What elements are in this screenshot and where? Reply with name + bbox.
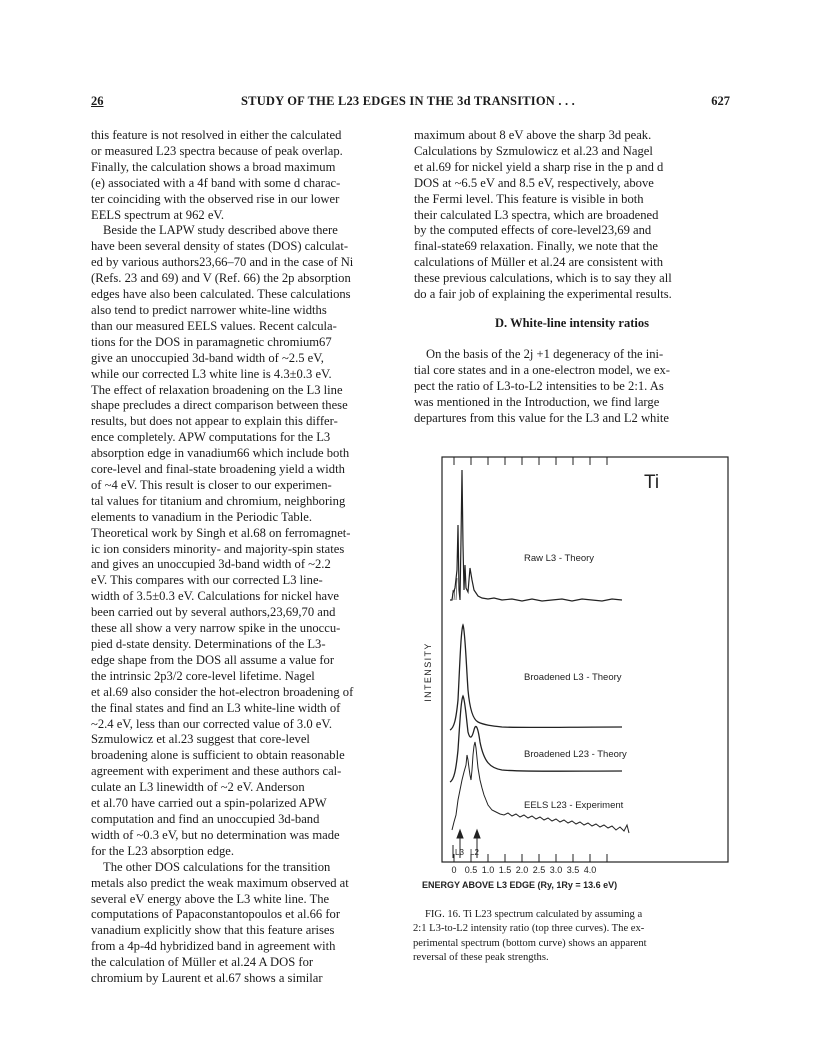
text-line: metals also predict the weak maximum observed at [91, 875, 349, 890]
curve-label-broadened-l3: Broadened L3 - Theory [524, 672, 622, 683]
text-line: width of 3.5±0.3 eV. Calculations for nickel have [91, 589, 340, 604]
text-line: also tend to predict narrower white-line widths [91, 302, 327, 317]
figure-16 [422, 450, 742, 925]
caption-line: 2:1 L3-to-L2 intensity ratio (top three curves). The ex- [413, 923, 645, 935]
figure-plot [422, 450, 742, 925]
text-line: (e) associated with a 4f band with some d charac- [91, 175, 341, 190]
text-line: ~2.4 eV, less than our corrected value of 3.0 eV. [91, 716, 333, 731]
text-line: than our measured EELS values. Recent calcula- [91, 318, 337, 333]
x-tick-0: 0 [451, 865, 457, 875]
text-line: Finally, the calculation shows a broad maximum [91, 159, 336, 174]
text-line: The effect of relaxation broadening on the L3 line [91, 382, 343, 397]
curve-label-broadened-l23: Broadened L23 - Theory [524, 749, 627, 760]
top-ticks [454, 457, 607, 465]
text-line: their calculated L3 spectra, which are broadened [414, 207, 659, 222]
text-line: or measured L23 spectra because of peak overlap. [91, 143, 343, 158]
text-line: On the basis of the 2j +1 degeneracy of the ini- [426, 347, 664, 361]
text-line: maximum about 8 eV above the sharp 3d peak. [414, 128, 652, 142]
text-line: et al.69 also consider the hot-electron broadening of [91, 684, 354, 699]
text-line: EELS spectrum at 962 eV. [91, 207, 225, 222]
text-line: and gives an unoccupied 3d-band width of ~2.2 [91, 557, 331, 572]
text-line: results, but does not appear to explain this differ- [91, 414, 338, 429]
curve-raw-l3 [450, 470, 622, 601]
text-line: ter coinciding with the observed rise in our lower [91, 191, 340, 206]
text-line: the calculation of Müller et al.24 A DOS for [91, 955, 314, 970]
text-line: the Fermi level. This feature is visible in both [414, 191, 644, 206]
text-line: these all show a very narrow spike in the unoccu- [91, 621, 341, 636]
text-line: Szmulowicz et al.23 suggest that core-level [91, 732, 310, 747]
text-line: eV. This compares with our corrected L3 line- [91, 573, 323, 588]
text-line: et al.70 have carried out a spin-polarized APW [91, 796, 327, 811]
text-line: Theoretical work by Singh et al.68 on ferromagnet- [91, 525, 351, 540]
running-title: STUDY OF THE L23 EDGES IN THE 3d TRANSITION . . . [241, 94, 575, 108]
text-line: give an unoccupied 3d-band width of ~2.5 eV, [91, 350, 324, 365]
text-line: been carried out by several authors,23,69,70 and [91, 605, 336, 620]
figure-caption [413, 908, 731, 965]
text-line: Calculations by Szmulowicz et al.23 and Nagel [414, 143, 653, 158]
right-column [414, 128, 730, 303]
text-line: (Refs. 23 and 69) and V (Ref. 66) the 2p absorption [91, 271, 351, 286]
element-label: Ti [644, 472, 660, 493]
left-column [91, 128, 403, 987]
text-line: this feature is not resolved in either the calculated [91, 128, 342, 142]
x-tick-labels [451, 865, 596, 875]
text-line: agreement with experiment and these authors cal- [91, 764, 342, 779]
text-line: absorption edge in vanadium66 which include both [91, 446, 350, 461]
x-tick-6: 3.0 [549, 865, 563, 875]
text-line: tions for the DOS in paramagnetic chromium67 [91, 334, 332, 349]
text-line: these previous calculations, which is to say they all [414, 271, 672, 286]
text-line: was mentioned in the Introduction, we find large [414, 394, 660, 409]
text-line: have been several density of states (DOS) calculat- [91, 239, 349, 254]
text-line: ed by various authors23,66–70 and in the case of Ni [91, 255, 354, 270]
running-header [91, 94, 730, 114]
text-line: core-level and final-state broadening yield a width [91, 462, 345, 477]
text-line: computation and find an unoccupied 3d-band [91, 811, 320, 826]
text-line: DOS at ~6.5 eV and 8.5 eV, respectively, above [414, 175, 654, 190]
text-line: departures from this value for the L3 and L2 white [414, 410, 669, 425]
text-line: pect the ratio of L3-to-L2 intensities to be 2:1. As [414, 378, 664, 393]
text-line: edges have also been calculated. These calculations [91, 287, 351, 302]
section-heading: D. White-line intensity ratios [495, 316, 649, 330]
text-line: ic ion considers minority- and majority-spin states [91, 541, 345, 556]
x-tick-4: 2.0 [515, 865, 529, 875]
text-line: Beside the LAPW study described above there [103, 223, 338, 238]
x-tick-8: 4.0 [583, 865, 597, 875]
edge-marker-l3: L3 [455, 848, 464, 857]
x-tick-5: 2.5 [532, 865, 546, 875]
text-line: final-state69 relaxation. Finally, we note that the [414, 239, 658, 254]
text-line: several eV energy above the L3 white line. The [91, 891, 330, 906]
text-line: computations of Papaconstantopoulos et al.66 for [91, 907, 341, 922]
x-tick-1: 0.5 [464, 865, 478, 875]
text-line: edge shape from the DOS all assume a value for [91, 652, 335, 667]
text-line: tal values for titanium and chromium, neighboring [91, 493, 346, 508]
caption-line: FIG. 16. Ti L23 spectrum calculated by assuming a [425, 909, 643, 920]
text-line: from a 4p-4d hybridized band in agreement with [91, 939, 336, 954]
text-line: do a fair job of explaining the experimental results. [414, 287, 672, 302]
text-line: elements to vanadium in the Periodic Table. [91, 509, 312, 524]
text-line: the intrinsic 2p3/2 core-level lifetime. Nagel [91, 668, 315, 683]
text-line: width of ~0.3 eV, but no determination was made [91, 827, 340, 842]
x-axis-label: ENERGY ABOVE L3 EDGE (Ry, 1Ry = 13.6 eV) [422, 880, 618, 890]
caption-line: reversal of these peak strengths. [413, 951, 549, 963]
x-tick-3: 1.5 [498, 865, 512, 875]
x-tick-7: 3.5 [566, 865, 580, 875]
curve-label-eels: EELS L23 - Experiment [524, 800, 624, 811]
curve-broadened-l23 [450, 696, 622, 782]
y-axis-label: INTENSITY [423, 642, 433, 702]
text-line: by the computed effects of core-level23,69 and [414, 223, 652, 238]
curve-label-raw-l3: Raw L3 - Theory [524, 553, 595, 564]
text-line: for the L23 absorption edge. [91, 843, 235, 858]
text-line: The other DOS calculations for the transition [103, 859, 331, 874]
text-line: et al.69 for nickel yield a sharp rise in the p and d [414, 159, 664, 174]
text-line: broadening alone is sufficient to obtain reasonable [91, 748, 345, 763]
text-line: the final states and find an L3 white-line width of [91, 700, 341, 715]
text-line: while our corrected L3 white line is 4.3±0.3 eV. [91, 366, 332, 381]
text-line: ence completely. APW computations for the L3 [91, 430, 331, 445]
text-line: calculations of Müller et al.24 are consistent with [414, 255, 664, 270]
text-line: chromium by Laurent et al.67 shows a similar [91, 971, 323, 986]
text-line: of ~4 eV. This result is closer to our experimen- [91, 477, 332, 492]
text-line: culate an L3 linewidth of ~2 eV. Anderson [91, 780, 305, 795]
text-line: vanadium explicitly show that this feature arises [91, 923, 335, 938]
right-column-paragraph [414, 347, 730, 427]
text-line: shape precludes a direct comparison between these [91, 398, 348, 413]
text-line: tial core states and in a one-electron model, we ex- [414, 362, 670, 377]
page-number-left: 26 [91, 94, 104, 108]
x-tick-2: 1.0 [481, 865, 495, 875]
text-line: pied d-state density. Determinations of the L3- [91, 637, 326, 651]
page-number-right: 627 [711, 94, 730, 108]
caption-line: perimental spectrum (bottom curve) shows an apparent [413, 937, 647, 949]
edge-marker-l2: L2 [470, 848, 479, 857]
